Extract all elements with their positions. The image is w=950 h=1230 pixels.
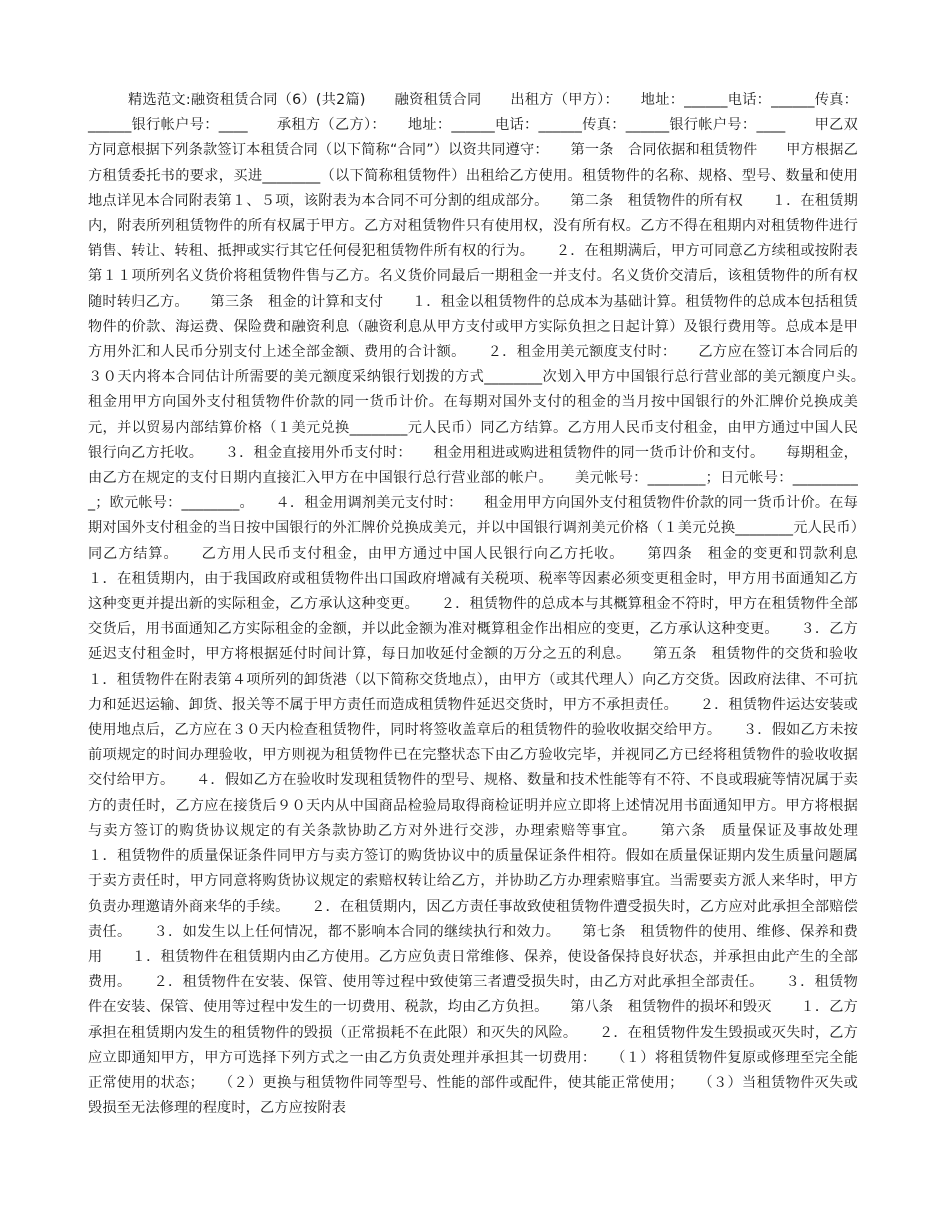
document-page: [88, 88, 887, 1148]
contract-body-text: 精选范文:融资租赁合同（6）(共2篇) 融资租赁合同 出租方（甲方）： 地址：______电话：______传真：______银行帐户号：____ 承租方（乙方）： 地址：______电话：______传真：______银行帐户号：____ 甲乙双方同意根据下列条款签订本租赁合同（以下简称“合同”）以资共同遵守： 第一条 合同依据和租赁物件 甲方根据乙方租赁委托书的要求，买进________（以下简称租赁物件）出租给乙方使用。租赁物件的名称、规格、型号、数量和使用地点详见本合同附表第１、５项，该附表为本合同不可分割的组成部分。 第二条 租赁物件的所有权 １．在租赁期内，附表所列租赁物件的所有权属于甲方。乙方对租赁物件只有使用权，没有所有权。乙方不得在租期内对租赁物件进行销售、转让、转租、抵押或实行其它任何侵犯租赁物件所有权的行为。 ２．在租期满后，甲方可同意乙方续租或按附表第１１项所列名义货价将租赁物件售与乙方。名义货价同最后一期租金一并支付。名义货价交清后，该租赁物件的所有权随时转归乙方。 第三条 租金的计算和支付 １．租金以租赁物件的总成本为基础计算。租赁物件的总成本包括租赁物件的价款、海运费、保险费和融资利息（融资利息从甲方支付或甲方实际负担之日起计算）及银行费用等。总成本是甲方用外汇和人民币分别支付上述全部金额、费用的合计额。 ２．租金用美元额度支付时： 乙方应在签订本合同后的３０天内将本合同估计所需要的美元额度采纳银行划拨的方式________次划入甲方中国银行总行营业部的美元额度户头。 租金用甲方向国外支付租赁物件价款的同一货币计价。在每期对国外支付的租金的当月按中国银行的外汇牌价兑换成美元，并以贸易内部结算价格（１美元兑换________元人民币）同乙方结算。乙方用人民币支付租金，由甲方通过中国人民银行向乙方托收。 ３．租金直接用外币支付时： 租金用租进或购进租赁物件的同一货币计价和支付。 每期租金，由乙方在规定的支付日期内直接汇入甲方在中国银行总行营业部的帐户。 美元帐号：________；日元帐号：__________；欧元帐号：________。 ４．租金用调剂美元支付时： 租金用甲方向国外支付租赁物件价款的同一货币计价。在每期对国外支付租金的当日按中国银行的外汇牌价兑换成美元，并以中国银行调剂美元价格（１美元兑换________元人民币）同乙方结算。 乙方用人民币支付租金，由甲方通过中国人民银行向乙方托收。 第四条 租金的变更和罚款利息 １．在租赁期内，由于我国政府或租赁物件出口国政府增减有关税项、税率等因素必须变更租金时，甲方用书面通知乙方这种变更并提出新的实际租金，乙方承认这种变更。 ２．租赁物件的总成本与其概算租金不符时，甲方在租赁物件全部交货后，用书面通知乙方实际租金的金额，并以此金额为准对概算租金作出相应的变更，乙方承认这种变更。 ３．乙方延迟支付租金时，甲方将根据延付时间计算，每日加收延付金额的万分之五的利息。 第五条 租赁物件的交货和验收 １．租赁物件在附表第４项所列的卸货港（以下简称交货地点），由甲方（或其代理人）向乙方交货。因政府法律、不可抗力和延迟运输、卸货、报关等不属于甲方责任而造成租赁物件延迟交货时，甲方不承担责任。 ２．租赁物件运达安装或使用地点后，乙方应在３０天内检查租赁物件，同时将签收盖章后的租赁物件的验收收据交给甲方。 ３．假如乙方未按前项规定的时间办理验收，甲方则视为租赁物件已在完整状态下由乙方验收完毕，并视同乙方已经将租赁物件的验收收据交付给甲方。 ４．假如乙方在验收时发现租赁物件的型号、规格、数量和技术性能等有不符、不良或瑕疵等情况属于卖方的责任时，乙方应在接货后９０天内从中国商品检验局取得商检证明并应立即将上述情况用书面通知甲方。甲方将根据与卖方签订的购货协议规定的有关条款协助乙方对外进行交涉，办理索赔等事宜。 第六条 质量保证及事故处理 １．租赁物件的质量保证条件同甲方与卖方签订的购货协议中的质量保证条件相符。假如在质量保证期内发生质量问题属于卖方责任时，甲方同意将购货协议规定的索赔权转让给乙方，并协助乙方办理索赔事宜。当需要卖方派人来华时，甲方负责办理邀请外商来华的手续。 ２．在租赁期内，因乙方责任事故致使租赁物件遭受损失时，乙方应对此承担全部赔偿责任。 ３．如发生以上任何情况，都不影响本合同的继续执行和效力。 第七条 租赁物件的使用、维修、保养和费用 １．租赁物件在租赁期内由乙方使用。乙方应负责日常维修、保养，使设备保持良好状态，并承担由此产生的全部费用。 ２．租赁物件在安装、保管、使用等过程中致使第三者遭受损失时，由乙方对此承担全部责任。 ３．租赁物件在安装、保管、使用等过程中发生的一切费用、税款，均由乙方负担。 第八条 租赁物件的损坏和毁灭 １．乙方承担在租赁期内发生的租赁物件的毁损（正常损耗不在此限）和灭失的风险。 ２．在租赁物件发生毁损或灭失时，乙方应立即通知甲方，甲方可选择下列方式之一由乙方负责处理并承担其一切费用： （１）将租赁物件复原或修理至完全能正常使用的状态； （２）更换与租赁物件同等型号、性能的部件或配件，使其能正常使用； （３）当租赁物件灭失或毁损至无法修理的程度时，乙方应按附表: [88, 92, 887, 1117]
